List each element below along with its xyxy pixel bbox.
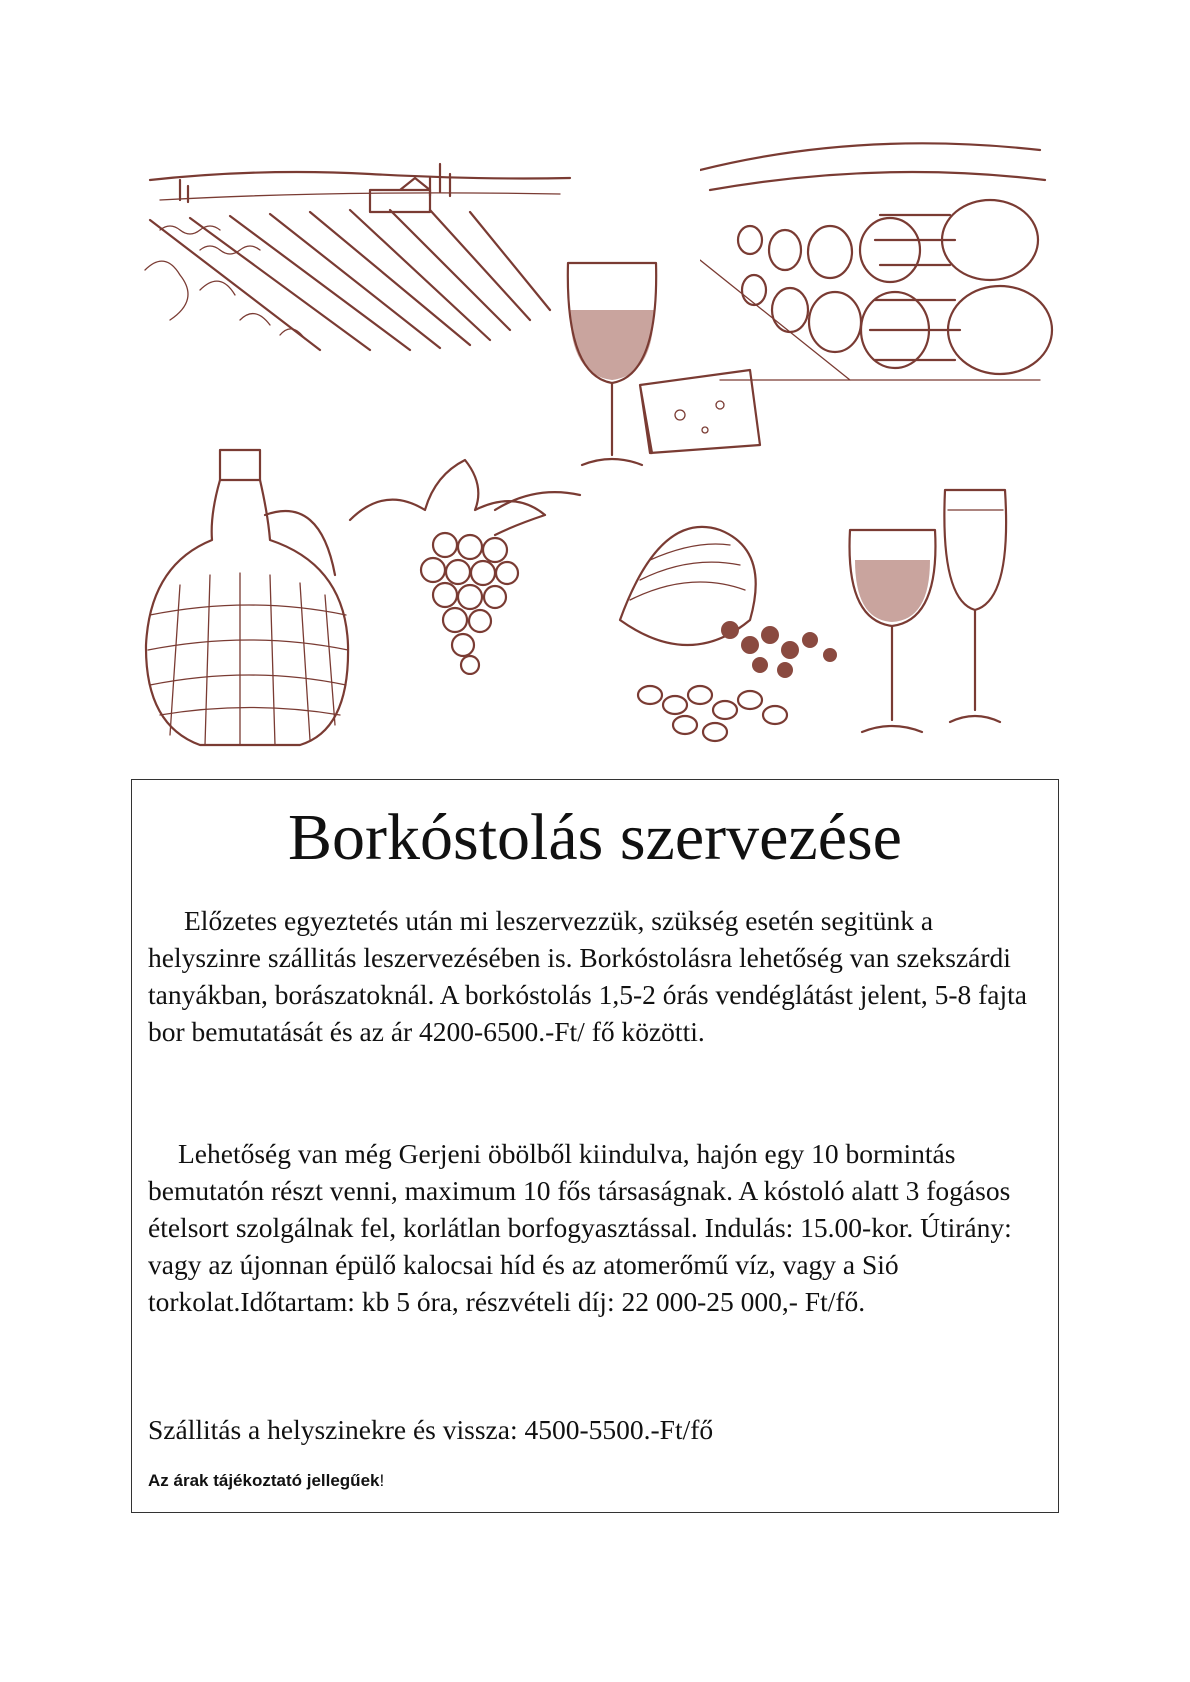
price-note-exclamation: !	[379, 1471, 385, 1490]
vineyard-illustration	[140, 160, 580, 360]
info-box	[131, 779, 1059, 1513]
paragraph-transport: Szállitás a helyszinekre és vissza: 4500-5500.-Ft/fő	[148, 1414, 714, 1445]
page-title: Borkóstolás szervezése	[288, 801, 902, 874]
basket-glasses-illustration	[600, 470, 1020, 760]
wine-cheese-illustration	[560, 255, 770, 475]
demijohn-illustration	[140, 445, 360, 750]
paragraph-tasting: Előzetes egyeztetés után mi leszervezzük, szükség esetén segitünk a helyszinre szállitás leszervezésében is. Borkóstolásra lehetőség van szekszárdi tanyákban, borászatoknál. A borkóstolás 1,5-2 órás vendéglátást jelent, 5-8 fajta bor bemutatását és az ár 4200-6500.-Ft/ fő közötti.	[148, 905, 1027, 1047]
grapes-illustration	[345, 455, 585, 675]
paragraph-boat-tasting: Lehetőség van még Gerjeni öbölből kiindulva, hajón egy 10 bormintás bemutatón részt venni, maximum 10 fős társaságnak. A kóstoló alatt 3 fogásos ételsort szolgálnak fel, korlátlan borfogyasztással. Indulás: 15.00-kor. Útirány: vagy az újonnan épülő kalocsai híd és az atomerőmű víz, vagy a Sió torkolat.Időtartam: kb 5 óra, részvételi díj: 22 000-25 000,- Ft/fő.	[148, 1138, 1012, 1317]
price-note	[148, 1471, 384, 1491]
price-note-text: Az árak tájékoztató jellegűek	[148, 1471, 380, 1490]
